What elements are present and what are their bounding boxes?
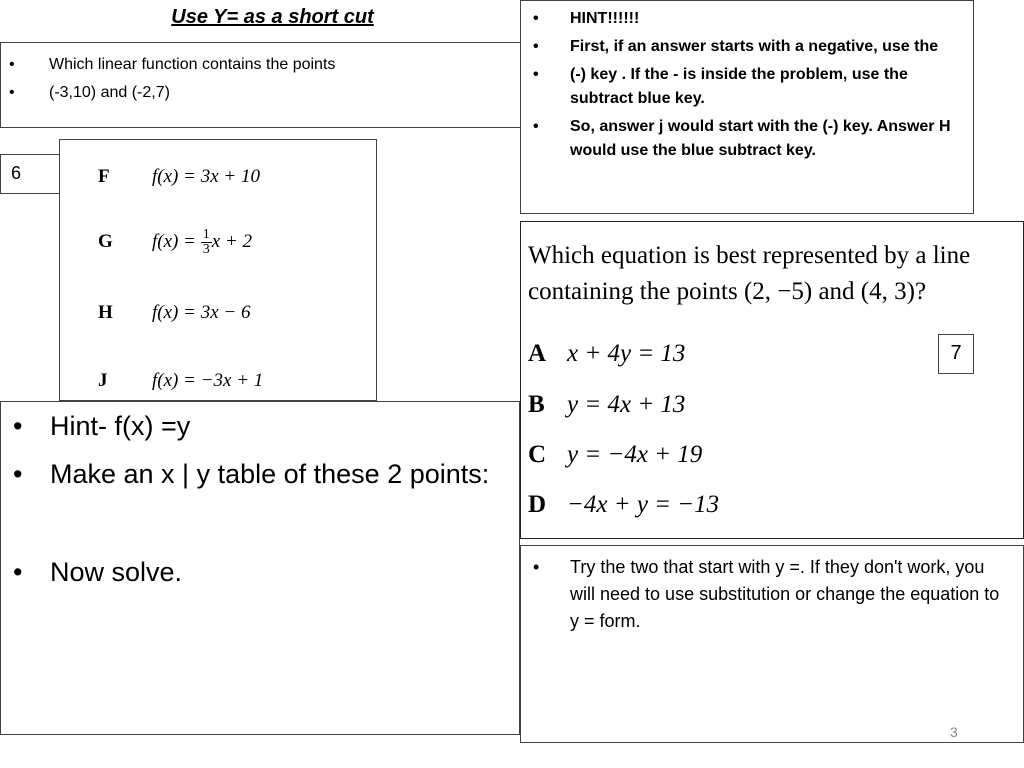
choice-expression: f(x) = −3x + 1: [152, 370, 264, 391]
choice-expression: f(x) = 3x + 10: [152, 166, 260, 187]
page-number: 3: [950, 724, 958, 740]
fraction-denominator: 3: [202, 242, 210, 257]
option-d: [528, 491, 719, 519]
bullet-icon: •: [533, 66, 539, 83]
fraction: [201, 228, 212, 257]
list-item: [13, 408, 519, 444]
question-6-choices: [59, 139, 377, 401]
question-6-number: 6: [0, 154, 60, 194]
choice-letter: G: [98, 230, 113, 252]
hint-text: Hint- f(x) =y: [50, 411, 191, 441]
choice-expression: f(x) = 3x − 6: [152, 302, 251, 323]
option-letter: C: [528, 441, 547, 468]
question-6-text: Which linear function contains the points: [49, 56, 336, 73]
list-item: [533, 554, 1013, 635]
strategy-box: [520, 545, 1024, 743]
question-6-points: (-3,10) and (-2,7): [49, 84, 170, 101]
list-item: [9, 79, 544, 107]
hint-text: Make an x | y table of these 2 points:: [50, 459, 490, 489]
hint-text: So, answer j would start with the (-) key. Answer H would use the blue subtract key.: [570, 118, 951, 159]
question-6-box: [0, 42, 545, 128]
hint-text: HINT!!!!!!: [570, 10, 640, 27]
question-7-number: 7: [938, 334, 974, 374]
option-letter: A: [528, 340, 547, 367]
bullet-icon: •: [533, 557, 540, 577]
hint-box: [0, 401, 520, 735]
list-item: [13, 456, 519, 492]
list-item: [533, 7, 963, 31]
bullet-icon: •: [9, 84, 15, 101]
bullet-icon: •: [9, 56, 15, 73]
slide-title: Use Y= as a short cut: [171, 6, 374, 28]
bullet-icon: •: [533, 118, 539, 135]
fraction-numerator: 1: [202, 227, 210, 242]
list-item: [13, 554, 519, 590]
choice-j: [98, 370, 263, 392]
list-item: [533, 35, 963, 59]
calculator-hint-list: [533, 7, 963, 163]
choice-h: [98, 302, 250, 324]
choice-expression-lhs: f(x) =: [152, 230, 201, 252]
bullet-icon: •: [13, 557, 23, 587]
option-expression: −4x + y = −13: [567, 491, 720, 518]
list-item: [533, 63, 963, 111]
choice-expression-rhs: x + 2: [211, 230, 252, 252]
option-c: [528, 441, 702, 469]
option-expression: y = −4x + 19: [567, 441, 703, 468]
hint-text: Now solve.: [50, 557, 183, 587]
question-6-list: [9, 51, 544, 107]
option-a: [528, 340, 685, 368]
hint-text: First, if an answer starts with a negative, use the: [570, 38, 939, 55]
list-item: [9, 51, 544, 79]
bullet-icon: •: [13, 459, 23, 489]
bullet-icon: •: [13, 411, 23, 441]
question-7-box: [520, 221, 1024, 539]
list-item: [533, 115, 963, 163]
strategy-text: Try the two that start with y =. If they don't work, you will need to use substitution or change the equation to y = form.: [570, 557, 1000, 631]
bullet-icon: •: [533, 10, 539, 27]
option-letter: D: [528, 491, 547, 518]
choice-f: [98, 166, 260, 188]
choice-letter: H: [98, 302, 113, 323]
bullet-icon: •: [533, 38, 539, 55]
option-expression: x + 4y = 13: [567, 340, 686, 367]
choice-letter: J: [98, 370, 108, 391]
hint-list: [13, 408, 519, 590]
strategy-list: [533, 554, 1013, 635]
hint-text: (-) key . If the - is inside the problem, use the subtract blue key.: [570, 66, 908, 107]
choice-letter: F: [98, 166, 110, 187]
option-b: [528, 391, 685, 419]
calculator-hint-box: [520, 0, 974, 214]
question-7-text: Which equation is best represented by a line containing the points (2, −5) and (4, 3)?: [528, 242, 971, 305]
option-expression: y = 4x + 13: [567, 391, 686, 418]
choice-g: [98, 228, 252, 257]
option-letter: B: [528, 391, 545, 418]
